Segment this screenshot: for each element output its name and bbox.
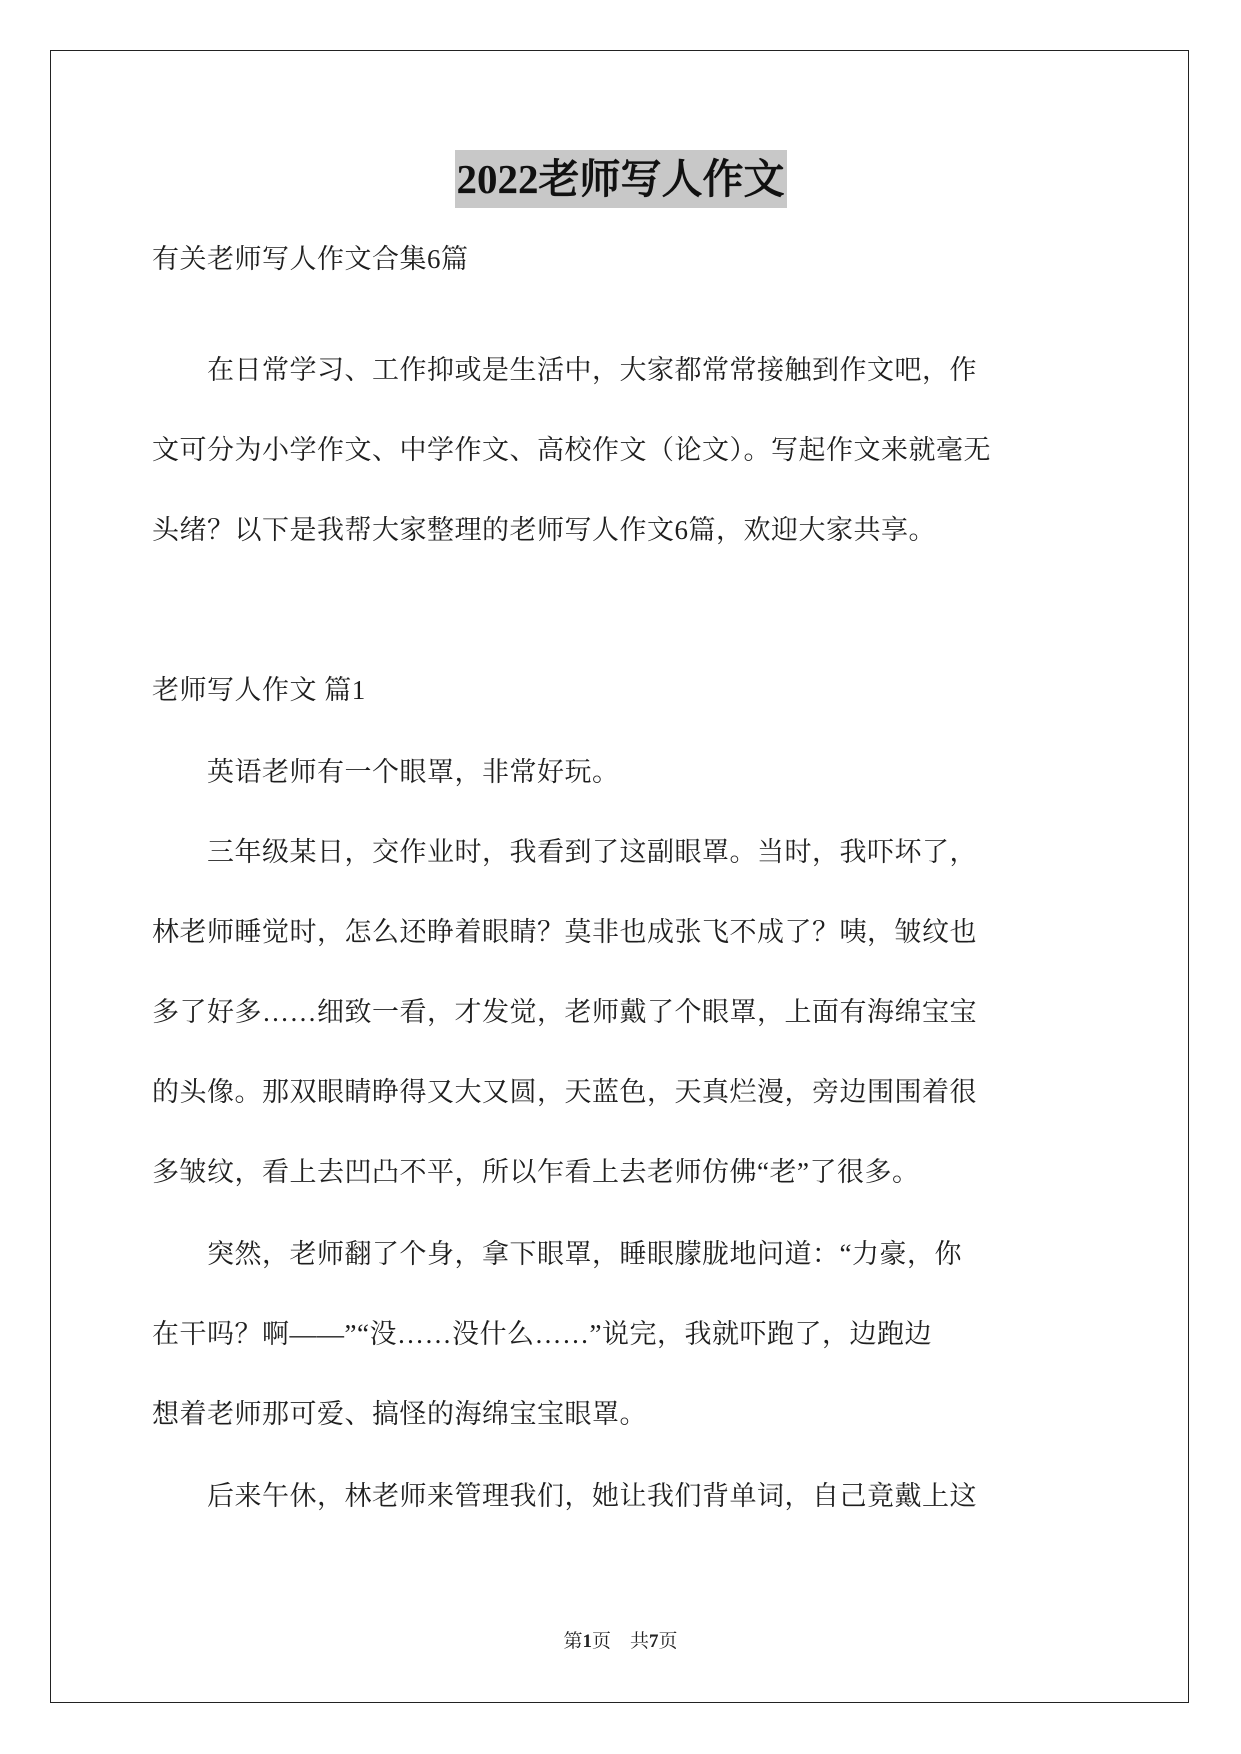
body-line: 多了好多……细致一看，才发觉，老师戴了个眼罩，上面有海绵宝宝 bbox=[152, 997, 977, 1027]
body-line: 多皱纹，看上去凹凸不平，所以乍看上去老师仿佛“老”了很多。 bbox=[152, 1157, 920, 1187]
body-line: 在干吗？啊——”“没……没什么……”说完，我就吓跑了，边跑边 bbox=[152, 1319, 932, 1349]
page-footer bbox=[0, 1626, 1241, 1653]
title-container bbox=[0, 150, 1241, 208]
body-line: 林老师睡觉时，怎么还睁着眼睛？莫非也成张飞不成了？咦，皱纹也 bbox=[152, 917, 977, 947]
footer-prefix: 第 bbox=[563, 1631, 583, 1652]
subtitle-line: 有关老师写人作文合集6篇 bbox=[152, 244, 469, 274]
section-heading: 老师写人作文 篇1 bbox=[152, 675, 366, 705]
body-line: 在日常学习、工作抑或是生活中，大家都常常接触到作文吧，作 bbox=[152, 355, 977, 385]
body-line: 突然，老师翻了个身，拿下眼罩，睡眼朦胧地问道：“力豪，你 bbox=[152, 1239, 962, 1269]
body-line: 三年级某日，交作业时，我看到了这副眼罩。当时，我吓坏了， bbox=[152, 837, 977, 867]
body-line: 想着老师那可爱、搞怪的海绵宝宝眼罩。 bbox=[152, 1399, 647, 1429]
page-border bbox=[50, 50, 1189, 1703]
body-line: 头绪？以下是我帮大家整理的老师写人作文6篇，欢迎大家共享。 bbox=[152, 515, 936, 545]
body-line: 文可分为小学作文、中学作文、高校作文（论文）。写起作文来就毫无 bbox=[152, 435, 991, 465]
footer-current-page: 1 bbox=[582, 1631, 592, 1652]
body-line: 英语老师有一个眼罩，非常好玩。 bbox=[152, 757, 620, 787]
footer-middle: 页 共 bbox=[591, 1631, 649, 1652]
footer-suffix: 页 bbox=[658, 1631, 678, 1652]
body-line: 后来午休，林老师来管理我们，她让我们背单词，自己竟戴上这 bbox=[152, 1481, 977, 1511]
body-line: 的头像。那双眼睛睁得又大又圆，天蓝色，天真烂漫，旁边围围着很 bbox=[152, 1077, 977, 1107]
document-title: 2022老师写人作文 bbox=[455, 150, 787, 208]
footer-total-pages: 7 bbox=[649, 1631, 659, 1652]
